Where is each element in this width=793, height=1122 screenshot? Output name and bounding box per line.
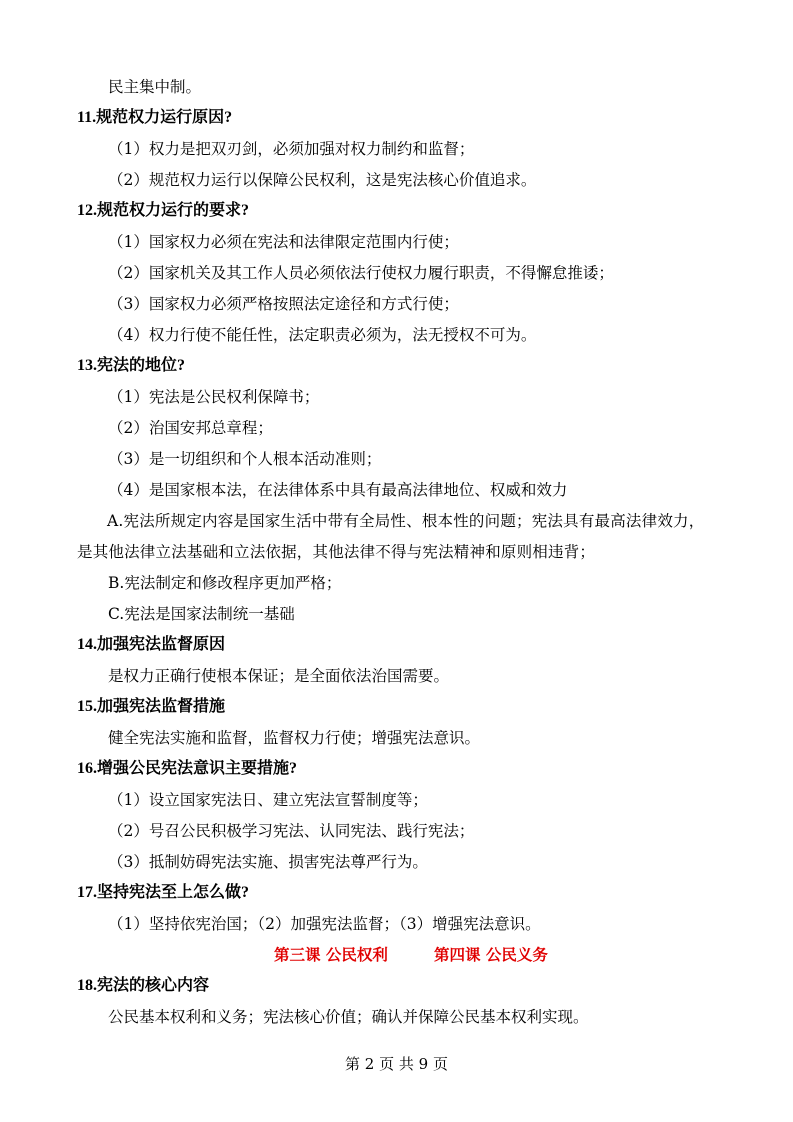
list-item: （4）权力行使不能任性，法定职责必须为，法无授权不可为。 (108, 326, 537, 344)
page-footer: 第 2 页 共 9 页 (345, 1055, 448, 1073)
list-item: （1）设立国家宪法日、建立宪法宣誓制度等； (108, 791, 428, 809)
lesson-title-3: 第三课 公民权利 (274, 945, 388, 964)
list-item: （4）是国家根本法，在法律体系中具有最高法律地位、权威和效力 (108, 481, 568, 499)
lesson-title-4: 第四课 公民义务 (434, 945, 548, 964)
text-line: 健全宪法实施和监督，监督权力行使；增强宪法意识。 (108, 729, 481, 747)
paragraph-a: A.宪法所规定内容是国家生活中带有全局性、根本性的问题；宪法具有最高法律效力，是其他法律立法基础和立法依据，其他法律不得与宪法精神和原则相违背； (77, 512, 705, 561)
section-heading-12: 12.规范权力运行的要求? (77, 202, 250, 219)
list-item: （2）国家机关及其工作人员必须依法行使权力履行职责，不得懈怠推诿； (108, 264, 614, 282)
list-item: （1）国家权力必须在宪法和法律限定范围内行使； (108, 233, 459, 251)
list-item: （3）是一切组织和个人根本活动准则； (108, 450, 382, 468)
text-line: 民主集中制。 (108, 78, 202, 96)
list-item: （1）宪法是公民权利保障书； (108, 388, 320, 406)
list-item: （2）治国安邦总章程； (108, 419, 273, 437)
list-item: （1）权力是把双刃剑，必须加强对权力制约和监督； (108, 140, 475, 158)
section-heading-16: 16.增强公民宪法意识主要措施? (77, 760, 298, 777)
text-line: 公民基本权利和义务；宪法核心价值；确认并保障公民基本权利实现。 (108, 1008, 589, 1026)
section-heading-18: 18.宪法的核心内容 (77, 977, 210, 994)
section-heading-11: 11.规范权力运行原因? (77, 109, 233, 126)
list-item: （3）抵制妨碍宪法实施、损害宪法尊严行为。 (108, 853, 428, 871)
section-heading-15: 15.加强宪法监督措施 (77, 698, 226, 715)
list-item: （3）国家权力必须严格按照法定途径和方式行使； (108, 295, 459, 313)
section-heading-13: 13.宪法的地位? (77, 357, 186, 374)
list-item: （1）坚持依宪治国；（2）加强宪法监督；（3）增强宪法意识。 (108, 915, 541, 933)
text-line-c: C.宪法是国家法制统一基础 (108, 605, 295, 623)
section-heading-17: 17.坚持宪法至上怎么做? (77, 884, 250, 901)
text-line-b: B.宪法制定和修改程序更加严格； (108, 574, 342, 592)
list-item: （2）号召公民积极学习宪法、认同宪法、践行宪法； (108, 822, 475, 840)
list-item: （2）规范权力运行以保障公民权利，这是宪法核心价值追求。 (108, 171, 537, 189)
text-line: 是权力正确行使根本保证；是全面依法治国需要。 (108, 667, 450, 685)
section-heading-14: 14.加强宪法监督原因 (77, 636, 226, 653)
